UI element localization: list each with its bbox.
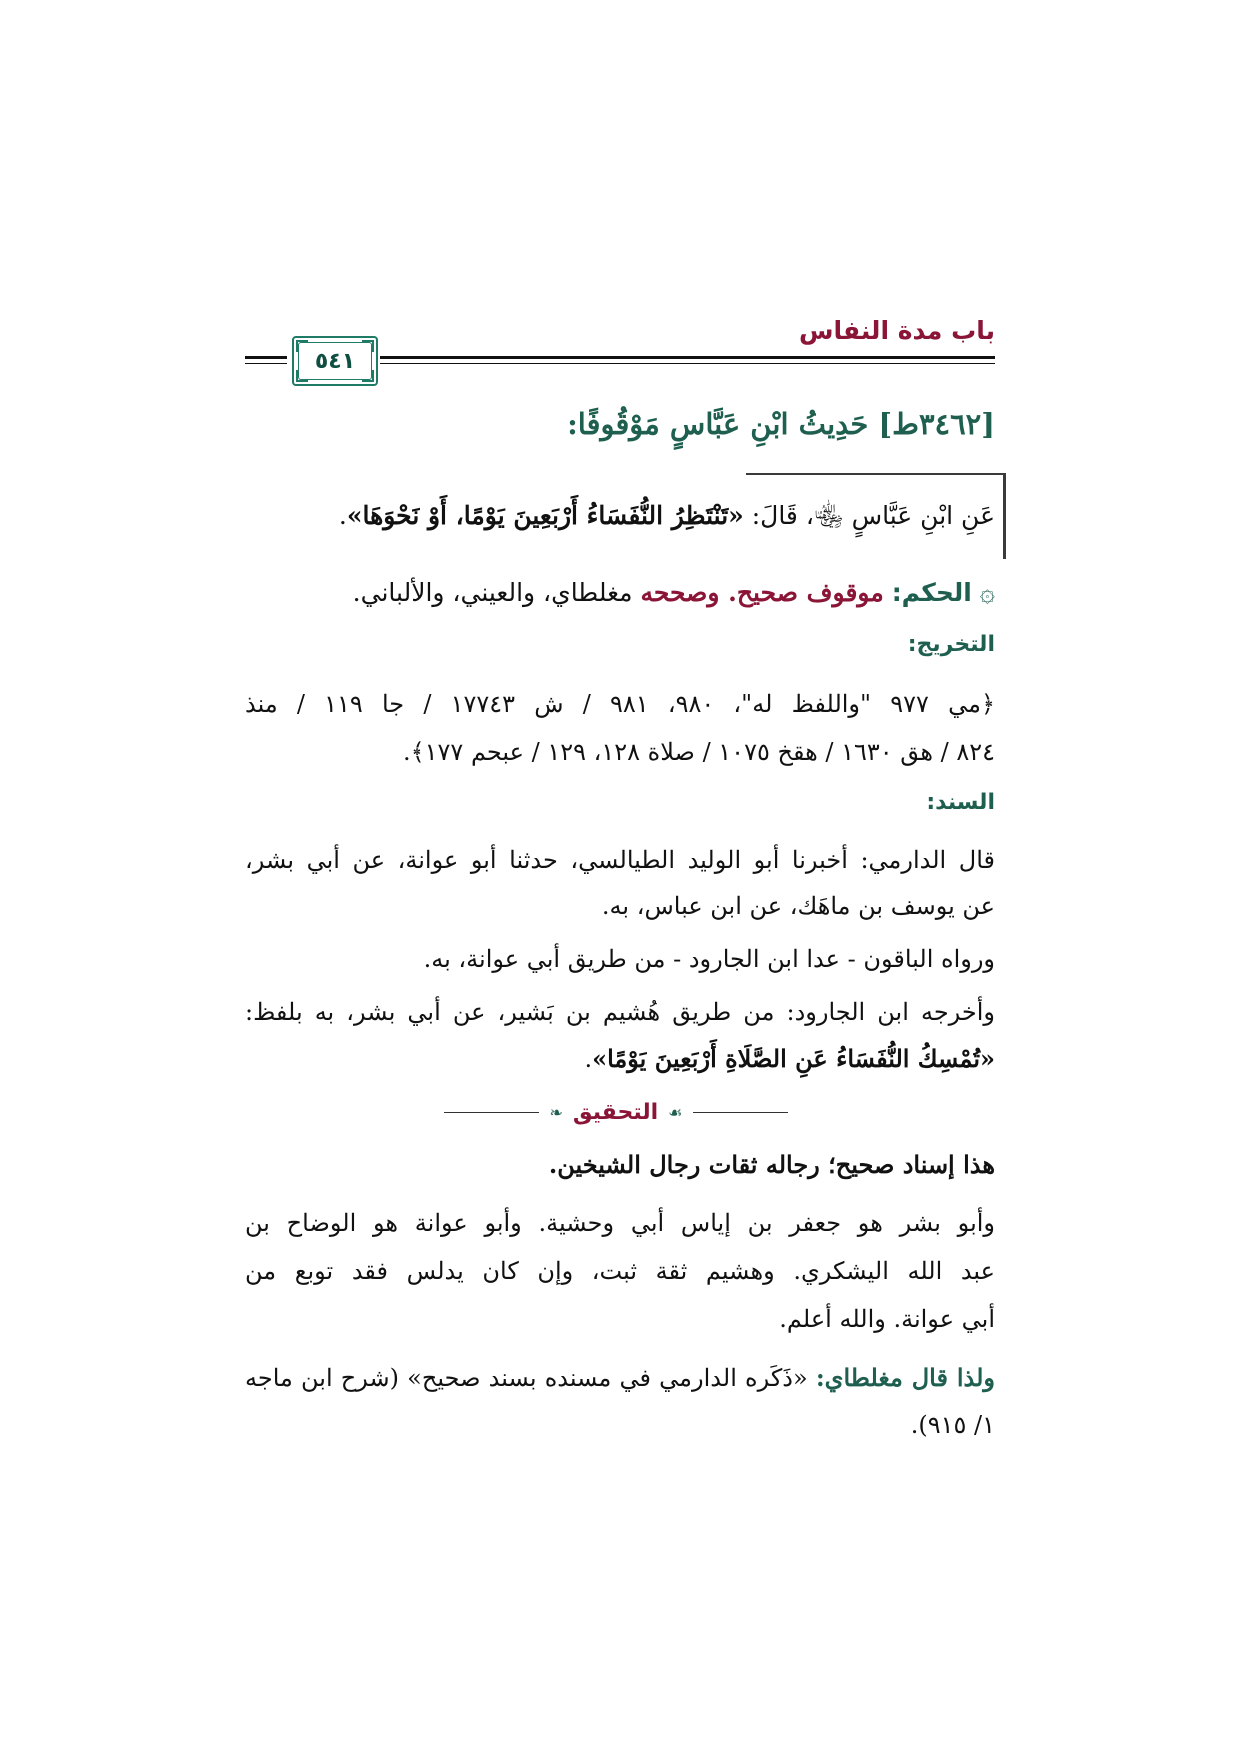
header-rule-left xyxy=(245,356,287,359)
ornament-icon: ۞ xyxy=(979,578,995,608)
ornament-icon: ☙ xyxy=(668,1102,683,1122)
page-number: ٥٤١ xyxy=(314,348,356,374)
header-rule xyxy=(380,356,995,359)
ornament-icon: ❧ xyxy=(549,1102,563,1122)
hukm-value: موقوف صحيح. وصححه xyxy=(640,578,884,607)
tahqiq-para-line: وأبو بشر هو جعفر بن إياس أبي وحشية. وأبو عوانة هو الوضاح بن xyxy=(245,1209,995,1237)
divider-line xyxy=(693,1112,788,1113)
sanad-para: ورواه الباقون - عدا ابن الجارود - من طريق أبي عوانة، به. xyxy=(423,945,995,973)
page-number-frame xyxy=(292,336,378,386)
hadith-intro: عَنِ ابْنِ عَبَّاسٍ ﵄، قَالَ: xyxy=(743,501,995,530)
hadith-quote: «تَنْتَظِرُ النُّفَسَاءُ أَرْبَعِينَ يَوْمًا، أَوْ نَحْوَهَا» xyxy=(346,501,744,530)
hukm-label: الحكم: xyxy=(891,578,972,607)
hadith-end: . xyxy=(338,501,347,530)
sanad-quote: «تُمْسِكُ النُّفَسَاءُ عَنِ الصَّلَاةِ أَرْبَعِينَ يَوْمًا» xyxy=(592,1044,995,1073)
takhrij-line: ﴿مي ٩٧٧ "واللفظ له"، ٩٨٠، ٩٨١ / ش ١٧٧٤٣ / جا ١١٩ / منذ xyxy=(245,690,996,718)
sanad-para-line: عن يوسف بن ماهَك، عن ابن عباس، به. xyxy=(601,892,995,920)
hadith-frame-side xyxy=(1003,473,1006,559)
sanad-para-line: وأخرجه ابن الجارود: من طريق هُشيم بن بَشير، عن أبي بشر، به بلفظ: xyxy=(245,998,995,1026)
sanad-para-line: قال الدارمي: أخبرنا أبو الوليد الطيالسي، حدثنا أبو عوانة، عن أبي بشر، xyxy=(245,846,995,874)
tahqiq-divider xyxy=(416,1092,816,1132)
hadith-frame-top xyxy=(746,473,1006,475)
mughaltai-label: ولذا قال مغلطاي: xyxy=(815,1363,995,1392)
running-title: باب مدة النفاس xyxy=(798,316,995,345)
tahqiq-title: التحقيق xyxy=(572,1099,659,1125)
hukm-line xyxy=(245,578,995,608)
tahqiq-para-line: أبي عوانة. والله أعلم. xyxy=(779,1305,995,1333)
tahqiq-lead: هذا إسناد صحيح؛ رجاله ثقات رجال الشيخين. xyxy=(548,1150,995,1179)
header-rule-thin xyxy=(380,363,995,364)
hadith-heading: [٣٤٦٢ط] حَدِيثُ ابْنِ عَبَّاسٍ مَوْقُوفًا: xyxy=(567,407,995,441)
header-rule-left-thin xyxy=(245,363,287,364)
takhrij-line: ٨٢٤ / هق ١٦٣٠ / هقخ ١٠٧٥ / صلاة ١٢٨، ١٢٩ / عبحم ١٧٧﴾. xyxy=(402,738,995,766)
tahqiq-quote-line xyxy=(245,1363,995,1392)
hadith-text xyxy=(245,500,995,537)
takhrij-heading: التخريج: xyxy=(907,632,995,657)
tahqiq-para-line: عبد الله اليشكري. وهشيم ثقة ثبت، وإن كان يدلس فقد توبع من xyxy=(245,1257,995,1285)
sanad-quote-end: . xyxy=(584,1045,593,1073)
hukm-rest: مغلطاي، والعيني، والألباني. xyxy=(352,578,641,607)
sanad-heading: السند: xyxy=(926,790,995,815)
tahqiq-citation: ١/ ٩١٥). xyxy=(910,1411,995,1439)
divider-line xyxy=(444,1112,539,1113)
mughaltai-quote: «ذَكَره الدارمي في مسنده بسند صحيح» (شرح ابن ماجه xyxy=(245,1364,816,1392)
sanad-quote-line xyxy=(245,1044,995,1073)
